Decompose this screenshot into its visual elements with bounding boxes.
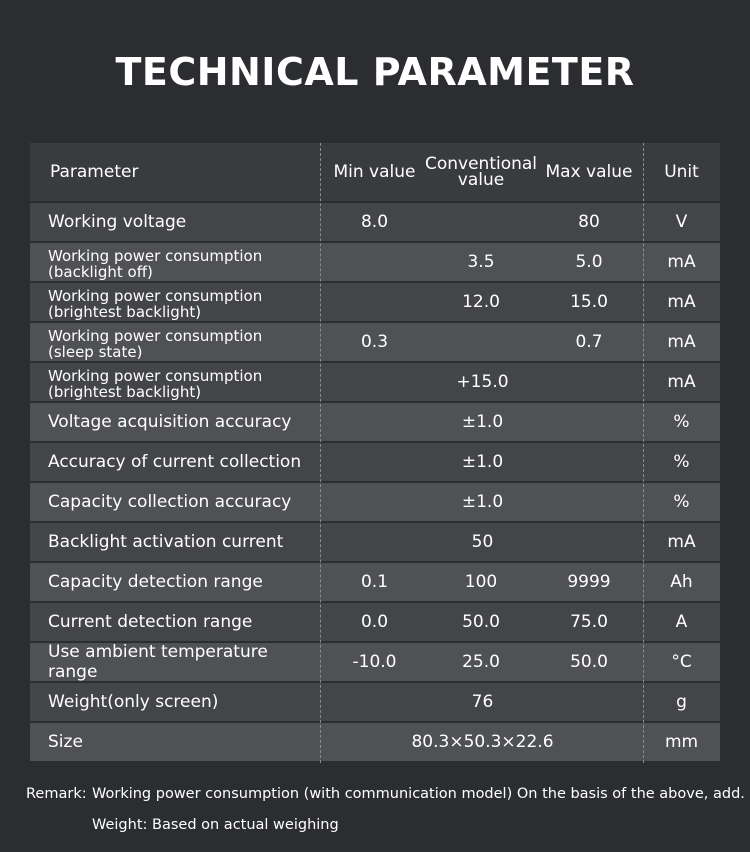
header-max-value: Max value bbox=[545, 162, 633, 182]
table-row bbox=[30, 563, 720, 601]
header-unit: Unit bbox=[664, 162, 699, 182]
cell-min-value: 0.3 bbox=[360, 332, 389, 352]
cell-max-value: 9999 bbox=[567, 572, 611, 592]
cell-parameter: Weight(only screen) bbox=[48, 692, 219, 712]
cell-parameter bbox=[30, 323, 322, 361]
cell-conventional-value: 50.0 bbox=[462, 612, 500, 632]
table-row bbox=[30, 243, 720, 281]
cell-unit: Ah bbox=[670, 572, 693, 592]
cell-min-value: 8.0 bbox=[360, 212, 389, 232]
parameter-name: Working power consumption bbox=[48, 286, 263, 305]
cell-max-value: 0.7 bbox=[575, 332, 603, 352]
cell-parameter: Capacity detection range bbox=[48, 572, 263, 592]
table-row bbox=[30, 483, 720, 521]
parameter-condition: (sleep state) bbox=[48, 342, 143, 361]
cell-unit: mA bbox=[667, 252, 696, 272]
table-row bbox=[30, 323, 720, 361]
cell-max-value: 15.0 bbox=[570, 292, 608, 312]
cell-min-value: 0.1 bbox=[360, 572, 389, 592]
cell-conventional-value bbox=[427, 323, 535, 361]
column-divider-2 bbox=[643, 143, 644, 763]
table-row bbox=[30, 283, 720, 321]
cell-parameter bbox=[30, 363, 322, 401]
remark-label: Remark: bbox=[26, 786, 87, 802]
page-title: TECHNICAL PARAMETER bbox=[115, 50, 635, 94]
cell-max-value: 75.0 bbox=[570, 612, 608, 632]
cell-merged-value: 76 bbox=[471, 692, 494, 712]
cell-conventional-value: 3.5 bbox=[467, 252, 495, 272]
cell-min-value: 0.0 bbox=[360, 612, 389, 632]
cell-unit: % bbox=[673, 452, 690, 472]
cell-parameter: Current detection range bbox=[48, 612, 253, 632]
cell-unit: A bbox=[675, 612, 688, 632]
cell-unit: % bbox=[673, 492, 690, 512]
cell-min-value: -10.0 bbox=[352, 652, 397, 672]
cell-parameter: Backlight activation current bbox=[48, 532, 284, 552]
table-row bbox=[30, 523, 720, 561]
cell-max-value: 50.0 bbox=[570, 652, 608, 672]
header-parameter: Parameter bbox=[50, 162, 139, 182]
parameter-name: Working power consumption bbox=[48, 326, 263, 345]
cell-conventional-value: 12.0 bbox=[462, 292, 500, 312]
table-row bbox=[30, 203, 720, 241]
cell-parameter: Accuracy of current collection bbox=[48, 452, 302, 472]
cell-unit: mm bbox=[664, 732, 699, 752]
table-row bbox=[30, 403, 720, 441]
cell-merged-value: ±1.0 bbox=[461, 492, 504, 512]
cell-parameter: Voltage acquisition accuracy bbox=[48, 412, 292, 432]
table-row bbox=[30, 603, 720, 641]
cell-merged-value: +15.0 bbox=[456, 372, 509, 392]
cell-conventional-value: 100 bbox=[464, 572, 498, 592]
remark-line-1: Working power consumption (with communication model) On the basis of the above, add. bbox=[92, 786, 745, 802]
cell-unit: % bbox=[673, 412, 690, 432]
parameter-table bbox=[30, 143, 720, 763]
table-row bbox=[30, 643, 720, 681]
cell-unit: mA bbox=[667, 372, 696, 392]
table-row bbox=[30, 443, 720, 481]
cell-max-value: 80 bbox=[578, 212, 600, 232]
parameter-condition: (backlight off) bbox=[48, 262, 153, 281]
parameter-condition: (brightest backlight) bbox=[48, 302, 202, 321]
cell-unit: mA bbox=[667, 332, 696, 352]
table-row bbox=[30, 363, 720, 401]
parameter-condition: (brightest backlight) bbox=[48, 382, 202, 401]
header-min-value: Min value bbox=[333, 162, 416, 182]
table-row bbox=[30, 723, 720, 761]
remark-line-2: Weight: Based on actual weighing bbox=[92, 817, 339, 833]
cell-parameter: Size bbox=[48, 732, 83, 752]
cell-unit: g bbox=[676, 692, 687, 712]
cell-parameter bbox=[30, 243, 322, 281]
cell-parameter bbox=[30, 283, 322, 321]
parameter-name: Working power consumption bbox=[48, 366, 263, 385]
cell-conventional-value: 25.0 bbox=[462, 652, 500, 672]
cell-unit: °C bbox=[671, 652, 692, 672]
cell-parameter: Capacity collection accuracy bbox=[48, 492, 292, 512]
cell-unit: mA bbox=[667, 292, 696, 312]
cell-min-value bbox=[322, 283, 427, 321]
cell-parameter: Working voltage bbox=[48, 212, 187, 232]
cell-conventional-value bbox=[427, 203, 535, 241]
parameter-name: Working power consumption bbox=[48, 246, 263, 265]
header-conventional-value bbox=[424, 143, 538, 201]
header-conventional-line2: value bbox=[457, 170, 505, 190]
column-divider-1 bbox=[320, 143, 321, 763]
cell-unit: V bbox=[675, 212, 688, 232]
cell-merged-value: ±1.0 bbox=[461, 412, 504, 432]
table-row bbox=[30, 683, 720, 721]
table-header bbox=[30, 143, 720, 201]
cell-merged-value: 80.3×50.3×22.6 bbox=[411, 732, 554, 752]
cell-unit: mA bbox=[667, 532, 696, 552]
cell-parameter: Use ambient temperature range bbox=[48, 642, 268, 682]
header-conventional-line1: Conventional bbox=[424, 154, 538, 174]
cell-max-value: 5.0 bbox=[575, 252, 603, 272]
cell-merged-value: 50 bbox=[471, 532, 494, 552]
cell-min-value bbox=[322, 243, 427, 281]
cell-merged-value: ±1.0 bbox=[461, 452, 504, 472]
